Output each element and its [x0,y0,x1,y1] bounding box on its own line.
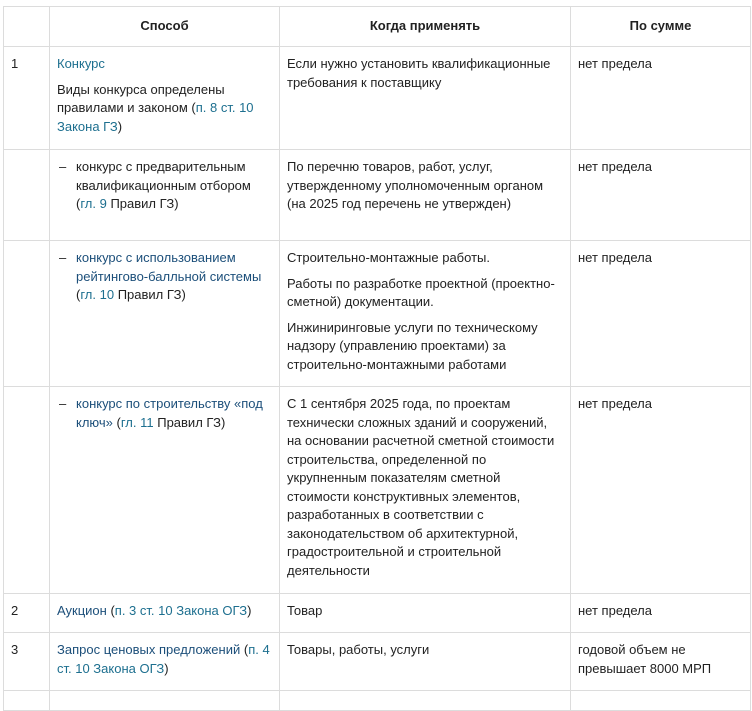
method-link-price-request[interactable]: Запрос ценовых предложений [57,642,241,657]
method-link-turnkey-contest[interactable]: конкурс по строительству «под ключ» [76,396,263,430]
table-row [4,241,751,387]
procurement-methods-table [3,6,751,711]
table-row [4,150,751,241]
method-cell: Аукцион (п. 3 ст. 10 Закона ОГЗ) [50,594,280,633]
row-number [4,150,50,241]
sum-cell: нет предела [571,150,751,241]
header-sum: По сумме [571,7,751,47]
method-link-auction[interactable]: Аукцион [57,603,107,618]
row-number: 1 [4,47,50,150]
header-number [4,7,50,47]
sum-cell: нет предела [571,47,751,150]
rules-reference-link[interactable]: гл. 10 [80,287,115,302]
method-cell: – конкурс по строительству «под ключ» (гл. 11 Правил ГЗ) [50,387,280,594]
sum-cell: нет предела [571,241,751,387]
when-cell: Товары, работы, услуги [280,633,571,691]
method-cell: – конкурс с использованием рейтингово-балльной системы (гл. 10 Правил ГЗ) [50,241,280,387]
method-description: Виды конкурса определены правилами и законом (п. 8 ст. 10 Закона ГЗ) [57,81,254,134]
table-row-partial [4,691,751,711]
when-cell: Строительно-монтажные работы. Работы по разработке проектной (проектно-сметной) документации. Инжиниринговые услуги по техническому надзору (управлению проектами) за строительно-монтажными работами [280,241,571,387]
method-cell: Запрос ценовых предложений (п. 4 ст. 10 Закона ОГЗ) [50,633,280,691]
method-cell [50,47,280,150]
row-number: 3 [4,633,50,691]
table-row [4,633,751,691]
law-reference-link[interactable]: п. 8 ст. 10 Закона ГЗ [57,100,254,134]
table-row [4,594,751,633]
method-cell: – конкурс с предварительным квалификационным отбором (гл. 9 Правил ГЗ) [50,150,280,241]
when-cell: Товар [280,594,571,633]
sum-cell: годовой объем не превышает 8000 МРП [571,633,751,691]
table-row [4,387,751,594]
header-when: Когда применять [280,7,571,47]
row-number: 2 [4,594,50,633]
table-header-row [4,7,751,47]
method-link-konkurs[interactable]: Конкурс [57,56,105,71]
when-cell: Если нужно установить квалификационные требования к поставщику [280,47,571,150]
sum-cell: нет предела [571,594,751,633]
row-number [4,387,50,594]
row-number [4,241,50,387]
law-reference-link[interactable]: п. 4 ст. 10 Закона ОГЗ [57,642,270,676]
law-reference-link[interactable]: п. 3 ст. 10 Закона ОГЗ [114,603,248,618]
when-cell: С 1 сентября 2025 года, по проектам технически сложных зданий и сооружений, на основании расчетной сметной стоимости строительства, определенной по укрупненным показателям сметной стоимости конструктивных элементов, разработанных в соответствии с законодательством об архитектурной, градостроительной и строительной деятельности [280,387,571,594]
sum-cell: нет предела [571,387,751,594]
method-link-rating-contest[interactable]: конкурс с использованием рейтингово-балльной системы [76,250,262,284]
header-method: Способ [50,7,280,47]
when-cell: По перечню товаров, работ, услуг, утвержденному уполномоченным органом (на 2025 год перечень не утвержден) [280,150,571,241]
rules-reference-link[interactable]: гл. 11 [120,414,154,430]
method-title: конкурс с предварительным квалификационным отбором [76,159,251,193]
rules-reference-link[interactable]: гл. 9 [80,196,107,211]
table-row [4,47,751,150]
